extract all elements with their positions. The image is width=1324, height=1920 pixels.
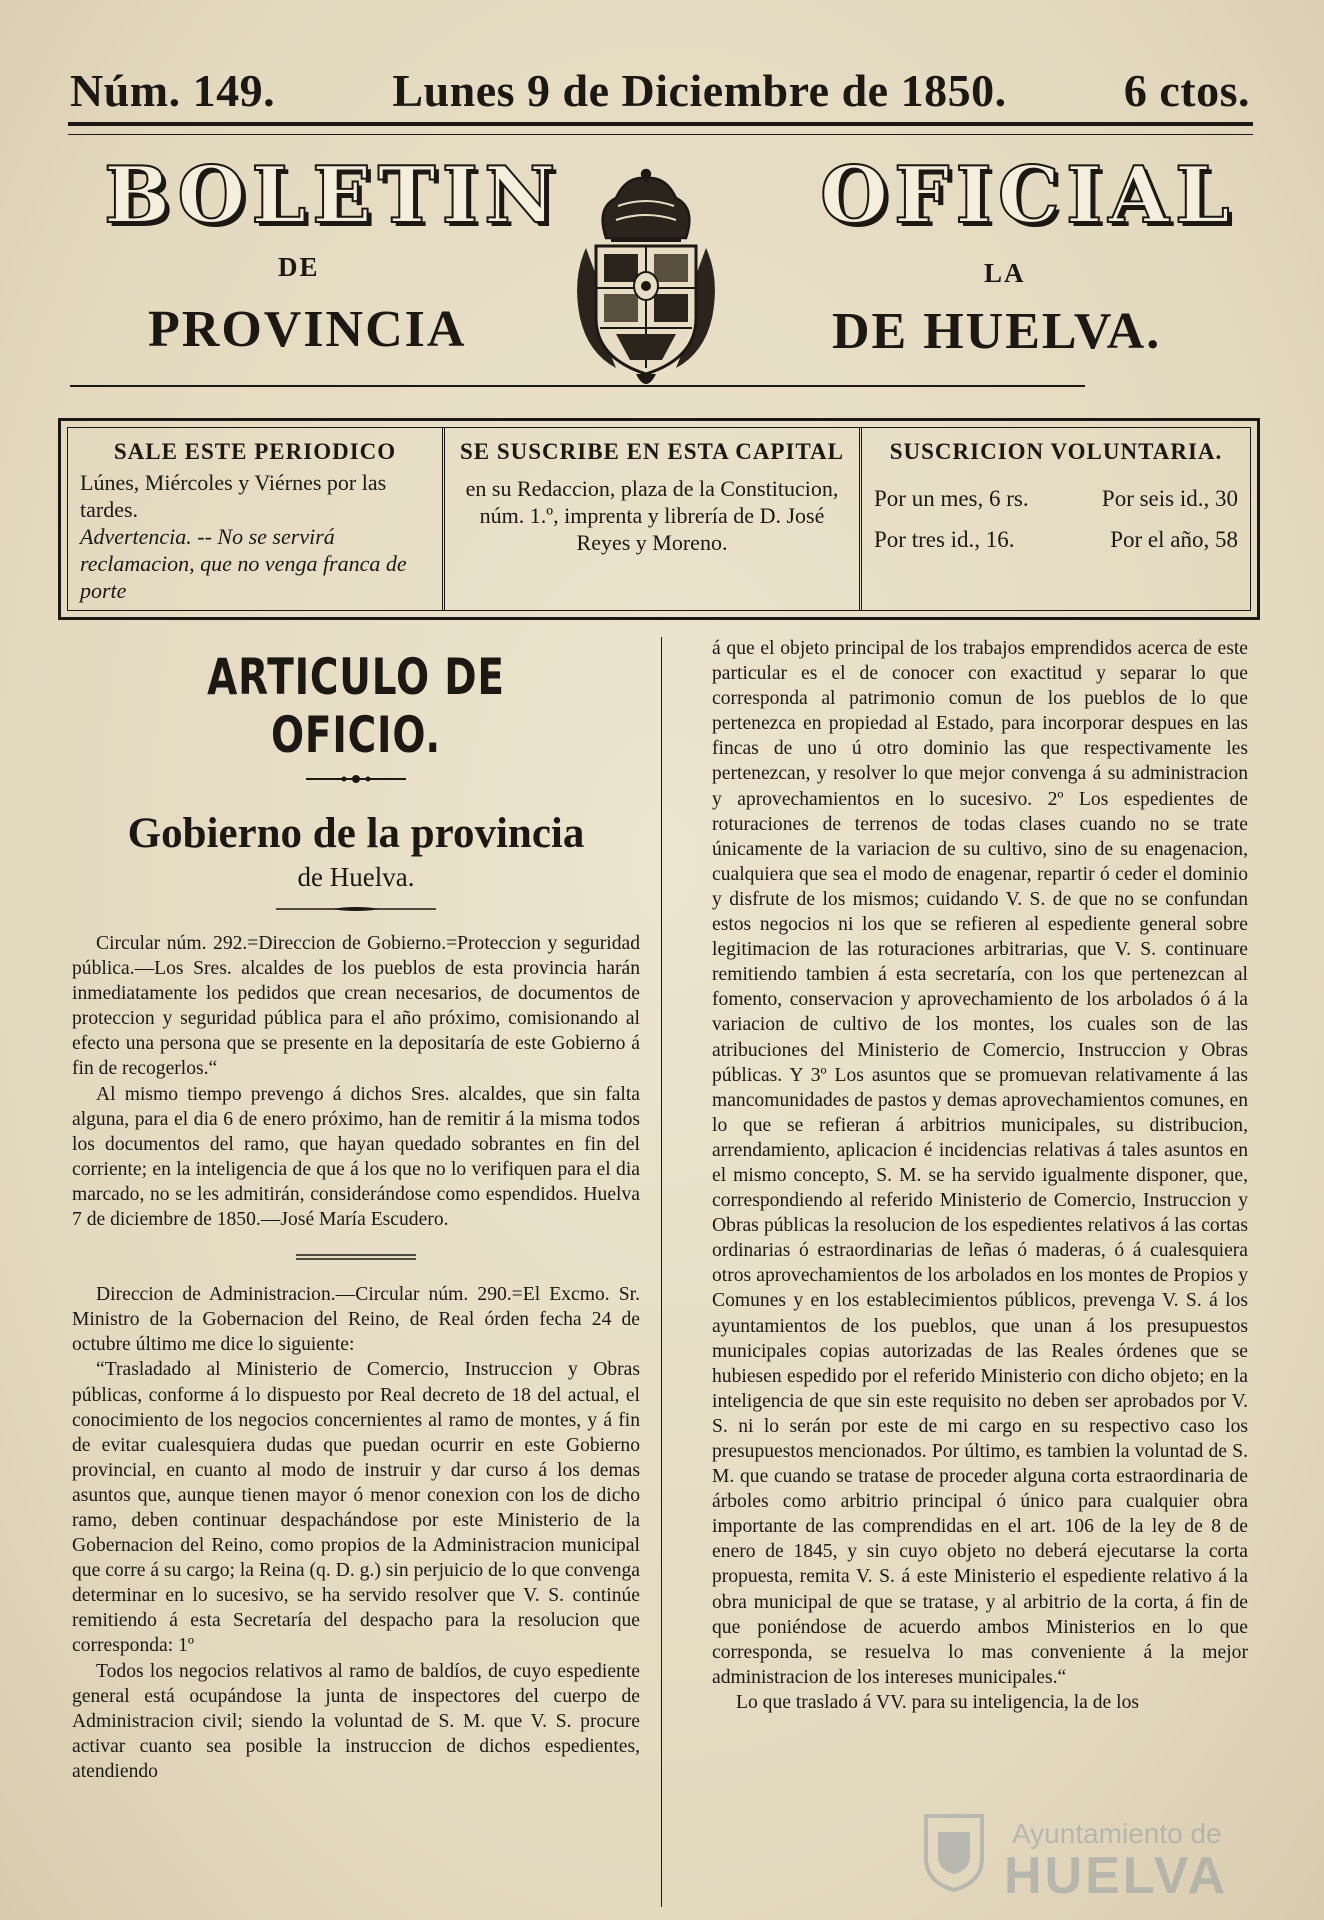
title-de: DE [278, 252, 320, 282]
section-title: Gobierno de la provincia [127, 810, 585, 857]
title-left: BOLETIN [104, 150, 562, 241]
schedule-notice: Advertencia. -- No se servirá reclamacion, que no venga franca de porte [80, 524, 407, 603]
right-column [712, 636, 1248, 1715]
subscription-infobox [58, 418, 1260, 620]
subscribe-heading: SE SUSCRIBE EN ESTA CAPITAL [459, 439, 845, 464]
price-year: Por el año, 58 [1110, 527, 1238, 552]
infobox-schedule [68, 428, 442, 610]
schedule-heading: SALE ESTE PERIODICO [113, 439, 397, 464]
title-de-huelva: DE HUELVA. [832, 303, 1162, 360]
section-subtitle: de Huelva. [297, 862, 415, 892]
title-provincia: PROVINCIA [148, 301, 467, 358]
masthead-rule [68, 122, 1253, 135]
title-la: LA [984, 258, 1026, 288]
price-three-months: Por tres id., 16. [874, 527, 1015, 552]
circular-290-closing: Lo que traslado á VV. para su inteligencia, la de los [736, 1691, 1140, 1713]
circular-290-continued: á que el objeto principal de los trabajos emprendidos acerca de este particular es el de conocer con exactitud y separar lo que corresponda al patrimonio comun de los pueblos de lo que pertenezca en propiedad al Estado, para incorporar despues en las fincas de uno ú otro dominio las que respectivamente les pertenezcan, y resolver lo que mejor convenga á su administracion y aprovechamientos en lo sucesivo. 2º Los espedientes de roturaciones de terrenos de todas clases cuando no se trate únicamente de la variacion de su cultivo, sino de su enagenacion, cualquiera que sea el modo de enagenar, repartir ó ceder el dominio y disfrute de los mismos; cuidando V. S. de que no se confundan estos negocios ni los que se refieren al espediente general sobre legitimacion de las roturaciones arbitrarias, que V. S. continuare remitiendo tambien á esta secretaría, con los que pertenezcan al fomento, conservacion y aprovechamiento de los arbolados ó á la variacion de cultivo de los montes, los cuales son de las atribuciones del Ministerio de Comercio, Instruccion y Obras públicas. Y 3º Los asuntos que se promuevan relativamente á las mancomunidades de pastos y demas aprovechamientos comunes, en lo que se refieran á arbitrios municipales, su distribucion, arrendamiento, aplicacion é incidencias relativas á tales asuntos en el mismo concepto, S. M. se ha servido igualmente disponer, que, correspondiendo al referido Ministerio de Comercio, Instruccion y Obras públicas la resolucion de los espedientes relativos á las cortas ordinarias ó estraordinarias de leñas ó maderas, ó á cualesquiera otros aprovechamientos de los arbolados en los montes de Propios y Comunes y en los establecimientos públicos, prevenga V. S. á los ayuntamientos de los pueblos, que unan á los presupuestos municipales copias autorizadas de las Reales órdenes que se hubiesen espedido por el referido Ministerio con dicho objeto; en la inteligencia de que sin este requisito no deben ser aprobados por V. S. ni lo serán por este de mi cargo en su respectivo caso los presupuestos mencionados. Por último, es tambien la voluntad de S. M. que cuando se tratase de proceder alguna corta estraordinaria de árboles como arbitrio principal ó único para cualquier obra importante de las comprendidas en el art. 106 de la ley de 8 de enero de 1845, y sin cuyo objeto no deberá ejecutarse la corta propuesta, remita V. S. á este Ministerio el espediente relativo á la obra municipal de que se tratase, y al arbitrio de la corta, á fin de que poniéndose de acuerdo ambos Ministerios en lo que corresponda, se resuelva lo mas conveniente á la mejor administracion de los intereses municipales.“ [712, 638, 1248, 1688]
masthead-bottom-rule [70, 385, 1085, 387]
royal-crest-icon [566, 168, 726, 394]
price-month: Por un mes, 6 rs. [874, 486, 1029, 511]
ornament-divider [72, 774, 640, 784]
watermark-line2: HUELVA [1004, 1847, 1229, 1905]
issue-price: 6 ctos. [1123, 64, 1250, 116]
infobox-subscribe [442, 428, 859, 610]
watermark-line1: Ayuntamiento de [1012, 1818, 1222, 1849]
archive-watermark [922, 1808, 1252, 1908]
article-heading: ARTICULO DE OFICIO. [207, 648, 505, 764]
masthead-topline [70, 60, 1250, 120]
price-row [874, 526, 1238, 553]
circular-290-quote: “Trasladado al Ministerio de Comercio, Instruccion y Obras públicas, conforme á lo dispuesto por Real decreto de 18 del actual, el conocimiento de los negocios concernientes al ramo de montes, y á fin de evitar cualesquiera dudas que puedan ocurrir en este Gobierno provincial, en cuanto al modo de instruir y dar curso á los demas asuntos que, aunque tienen mayor ó menor conexion con los de dicho ramo, deben continuar despachándose por este Ministerio de la Gobernacion del Reino, como propios de la Administracion municipal que corre á su cargo; la Reina (q. D. g.) sin perjuicio de lo que convenga determinar en lo sucesivo, se ha servido resolver que V. S. continúe remitiendo á esta Secretaría del despacho para la resolucion que corresponda: 1º [72, 1359, 640, 1657]
issue-date: Lunes 9 de Diciembre de 1850. [392, 64, 1007, 116]
ornament-divider [72, 905, 640, 913]
circular-292-continued: Al mismo tiempo prevengo á dichos Sres. alcaldes, que sin falta alguna, para el dia 6 de enero próximo, han de remitir á la misma todos los documentos del ramo, que hayan quedado sobrantes en fin del corriente; en la inteligencia de que á los que no lo verifiquen para el dia marcado, no se les admitirán, considerándose como espendidos. Huelva 7 de diciembre de 1850.—José María Escudero. [72, 1083, 640, 1231]
circular-290-item-1: Todos los negocios relativos al ramo de baldíos, de cuyo espediente general está ocupándose la junta de inspectores del cuerpo de Administracion civil; siendo la voluntad de S. M. que V. S. procure activar cuanto sea posible la instruccion de dichos espedientes, atendiendo [72, 1660, 640, 1782]
double-rule-divider [72, 1254, 640, 1260]
issue-number: Núm. 149. [70, 64, 276, 116]
subscribe-address: en su Redaccion, plaza de la Constitucion, núm. 1.º, imprenta y librería de D. José Reyes y Moreno. [465, 476, 839, 555]
infobox-prices [859, 428, 1250, 610]
prices-heading: SUSCRICION VOLUNTARIA. [889, 439, 1223, 464]
price-row [874, 485, 1238, 512]
price-six-months: Por seis id., 30 [1101, 486, 1238, 511]
title-right: OFICIAL [820, 150, 1236, 241]
circular-292: Circular núm. 292.=Direccion de Gobierno.=Proteccion y seguridad pública.—Los Sres. alcaldes de los pueblos de esta provincia harán inmediatamente los pedidos que crean necesarios, de documentos de proteccion y seguridad pública para el año próximo, comisionando al efecto una persona que se presente en la depositaría de este Gobierno á fin de recogerlos.“ [72, 933, 640, 1080]
schedule-days: Lúnes, Miércoles y Viérnes por las tardes. [80, 470, 387, 522]
column-divider [661, 637, 662, 1907]
shield-icon [922, 1812, 986, 1892]
left-column [72, 630, 640, 1784]
circular-290-intro: Direccion de Administracion.—Circular núm. 290.=El Excmo. Sr. Ministro de la Gobernacion del Reino, de Real órden fecha 24 de octubre último me dice lo siguiente: [72, 1284, 640, 1356]
